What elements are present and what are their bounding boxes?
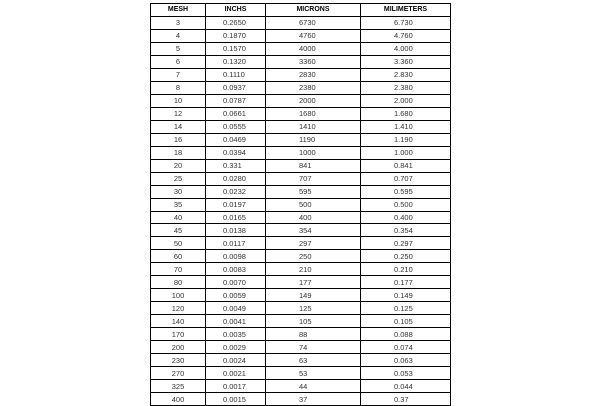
table-row xyxy=(151,159,451,172)
cell-milimeters: 0.250 xyxy=(361,250,451,263)
table-row xyxy=(151,302,451,315)
cell-milimeters: 0.841 xyxy=(361,159,451,172)
cell-milimeters: 0.177 xyxy=(361,276,451,289)
cell-inchs: 0.1320 xyxy=(206,55,266,68)
cell-microns: 2000 xyxy=(266,94,361,107)
cell-milimeters: 4.760 xyxy=(361,29,451,42)
table-row xyxy=(151,42,451,55)
cell-microns: 74 xyxy=(266,341,361,354)
header-milimeters: MILIMETERS xyxy=(361,4,451,17)
cell-milimeters: 0.400 xyxy=(361,211,451,224)
table-row xyxy=(151,315,451,328)
cell-mesh: 230 xyxy=(151,354,206,367)
cell-milimeters: 0.044 xyxy=(361,380,451,393)
cell-milimeters: 4.000 xyxy=(361,42,451,55)
cell-microns: 841 xyxy=(266,159,361,172)
table-row xyxy=(151,133,451,146)
cell-mesh: 10 xyxy=(151,94,206,107)
cell-mesh: 18 xyxy=(151,146,206,159)
table-row xyxy=(151,120,451,133)
cell-inchs: 0.2650 xyxy=(206,16,266,29)
cell-microns: 210 xyxy=(266,263,361,276)
cell-mesh: 45 xyxy=(151,224,206,237)
table-row xyxy=(151,55,451,68)
cell-mesh: 5 xyxy=(151,42,206,55)
cell-milimeters: 0.297 xyxy=(361,237,451,250)
cell-mesh: 12 xyxy=(151,107,206,120)
cell-milimeters: 0.707 xyxy=(361,172,451,185)
table-row xyxy=(151,224,451,237)
cell-inchs: 0.0165 xyxy=(206,211,266,224)
table-row xyxy=(151,328,451,341)
table-row xyxy=(151,107,451,120)
cell-microns: 1000 xyxy=(266,146,361,159)
cell-microns: 2830 xyxy=(266,68,361,81)
table-row xyxy=(151,185,451,198)
cell-inchs: 0.0035 xyxy=(206,328,266,341)
table-row xyxy=(151,354,451,367)
cell-inchs: 0.0017 xyxy=(206,380,266,393)
cell-mesh: 200 xyxy=(151,341,206,354)
cell-milimeters: 0.063 xyxy=(361,354,451,367)
cell-microns: 250 xyxy=(266,250,361,263)
cell-mesh: 70 xyxy=(151,263,206,276)
cell-inchs: 0.0049 xyxy=(206,302,266,315)
header-microns: MICRONS xyxy=(266,4,361,17)
table-row xyxy=(151,172,451,185)
cell-inchs: 0.0059 xyxy=(206,289,266,302)
cell-microns: 354 xyxy=(266,224,361,237)
cell-milimeters: 0.500 xyxy=(361,198,451,211)
cell-mesh: 35 xyxy=(151,198,206,211)
cell-inchs: 0.0937 xyxy=(206,81,266,94)
cell-inchs: 0.0394 xyxy=(206,146,266,159)
cell-microns: 149 xyxy=(266,289,361,302)
cell-microns: 400 xyxy=(266,211,361,224)
table-header xyxy=(151,4,451,17)
header-mesh: MESH xyxy=(151,4,206,17)
cell-milimeters: 2.380 xyxy=(361,81,451,94)
cell-inchs: 0.1570 xyxy=(206,42,266,55)
table-row xyxy=(151,94,451,107)
table-row xyxy=(151,250,451,263)
mesh-conversion-table xyxy=(150,3,451,406)
cell-mesh: 80 xyxy=(151,276,206,289)
cell-mesh: 16 xyxy=(151,133,206,146)
cell-milimeters: 0.105 xyxy=(361,315,451,328)
cell-milimeters: 0.149 xyxy=(361,289,451,302)
cell-milimeters: 0.210 xyxy=(361,263,451,276)
cell-inchs: 0.0024 xyxy=(206,354,266,367)
cell-mesh: 4 xyxy=(151,29,206,42)
cell-mesh: 30 xyxy=(151,185,206,198)
table-row xyxy=(151,29,451,42)
cell-microns: 500 xyxy=(266,198,361,211)
cell-milimeters: 1.000 xyxy=(361,146,451,159)
table-row xyxy=(151,393,451,406)
cell-inchs: 0.0070 xyxy=(206,276,266,289)
cell-inchs: 0.0041 xyxy=(206,315,266,328)
cell-mesh: 40 xyxy=(151,211,206,224)
cell-microns: 1680 xyxy=(266,107,361,120)
cell-milimeters: 6.730 xyxy=(361,16,451,29)
cell-milimeters: 3.360 xyxy=(361,55,451,68)
cell-milimeters: 0.074 xyxy=(361,341,451,354)
table-row xyxy=(151,16,451,29)
cell-mesh: 50 xyxy=(151,237,206,250)
cell-inchs: 0.0021 xyxy=(206,367,266,380)
cell-mesh: 325 xyxy=(151,380,206,393)
cell-microns: 105 xyxy=(266,315,361,328)
cell-mesh: 170 xyxy=(151,328,206,341)
table-row xyxy=(151,341,451,354)
cell-microns: 88 xyxy=(266,328,361,341)
table-body xyxy=(151,16,451,405)
cell-microns: 53 xyxy=(266,367,361,380)
cell-milimeters: 0.088 xyxy=(361,328,451,341)
table-row xyxy=(151,198,451,211)
table-row xyxy=(151,276,451,289)
table-row xyxy=(151,68,451,81)
cell-mesh: 8 xyxy=(151,81,206,94)
cell-microns: 595 xyxy=(266,185,361,198)
mesh-conversion-table-container xyxy=(150,3,450,406)
cell-inchs: 0.331 xyxy=(206,159,266,172)
cell-milimeters: 1.680 xyxy=(361,107,451,120)
cell-inchs: 0.0787 xyxy=(206,94,266,107)
cell-mesh: 20 xyxy=(151,159,206,172)
cell-milimeters: 0.37 xyxy=(361,393,451,406)
cell-mesh: 400 xyxy=(151,393,206,406)
table-row xyxy=(151,146,451,159)
header-inchs: INCHS xyxy=(206,4,266,17)
table-row xyxy=(151,211,451,224)
cell-microns: 6730 xyxy=(266,16,361,29)
cell-mesh: 14 xyxy=(151,120,206,133)
cell-inchs: 0.0469 xyxy=(206,133,266,146)
cell-milimeters: 0.125 xyxy=(361,302,451,315)
cell-inchs: 0.0232 xyxy=(206,185,266,198)
cell-inchs: 0.0661 xyxy=(206,107,266,120)
cell-inchs: 0.1110 xyxy=(206,68,266,81)
cell-milimeters: 1.190 xyxy=(361,133,451,146)
cell-milimeters: 2.000 xyxy=(361,94,451,107)
cell-milimeters: 0.053 xyxy=(361,367,451,380)
cell-microns: 44 xyxy=(266,380,361,393)
cell-microns: 1410 xyxy=(266,120,361,133)
cell-mesh: 270 xyxy=(151,367,206,380)
cell-microns: 177 xyxy=(266,276,361,289)
cell-inchs: 0.0029 xyxy=(206,341,266,354)
cell-microns: 707 xyxy=(266,172,361,185)
cell-microns: 37 xyxy=(266,393,361,406)
cell-microns: 4760 xyxy=(266,29,361,42)
cell-microns: 1190 xyxy=(266,133,361,146)
cell-milimeters: 1.410 xyxy=(361,120,451,133)
cell-inchs: 0.0197 xyxy=(206,198,266,211)
cell-inchs: 0.0098 xyxy=(206,250,266,263)
cell-inchs: 0.1870 xyxy=(206,29,266,42)
cell-microns: 63 xyxy=(266,354,361,367)
cell-mesh: 100 xyxy=(151,289,206,302)
cell-inchs: 0.0555 xyxy=(206,120,266,133)
cell-mesh: 140 xyxy=(151,315,206,328)
cell-inchs: 0.0015 xyxy=(206,393,266,406)
table-row xyxy=(151,263,451,276)
cell-milimeters: 2.830 xyxy=(361,68,451,81)
cell-inchs: 0.0280 xyxy=(206,172,266,185)
cell-milimeters: 0.354 xyxy=(361,224,451,237)
table-row xyxy=(151,237,451,250)
table-row xyxy=(151,81,451,94)
cell-inchs: 0.0138 xyxy=(206,224,266,237)
table-row xyxy=(151,367,451,380)
cell-mesh: 6 xyxy=(151,55,206,68)
cell-mesh: 25 xyxy=(151,172,206,185)
header-row xyxy=(151,4,451,17)
cell-mesh: 60 xyxy=(151,250,206,263)
cell-microns: 3360 xyxy=(266,55,361,68)
cell-mesh: 120 xyxy=(151,302,206,315)
cell-inchs: 0.0117 xyxy=(206,237,266,250)
cell-microns: 4000 xyxy=(266,42,361,55)
cell-microns: 2380 xyxy=(266,81,361,94)
cell-microns: 297 xyxy=(266,237,361,250)
cell-mesh: 7 xyxy=(151,68,206,81)
cell-microns: 125 xyxy=(266,302,361,315)
table-row xyxy=(151,380,451,393)
cell-milimeters: 0.595 xyxy=(361,185,451,198)
table-row xyxy=(151,289,451,302)
cell-mesh: 3 xyxy=(151,16,206,29)
cell-inchs: 0.0083 xyxy=(206,263,266,276)
